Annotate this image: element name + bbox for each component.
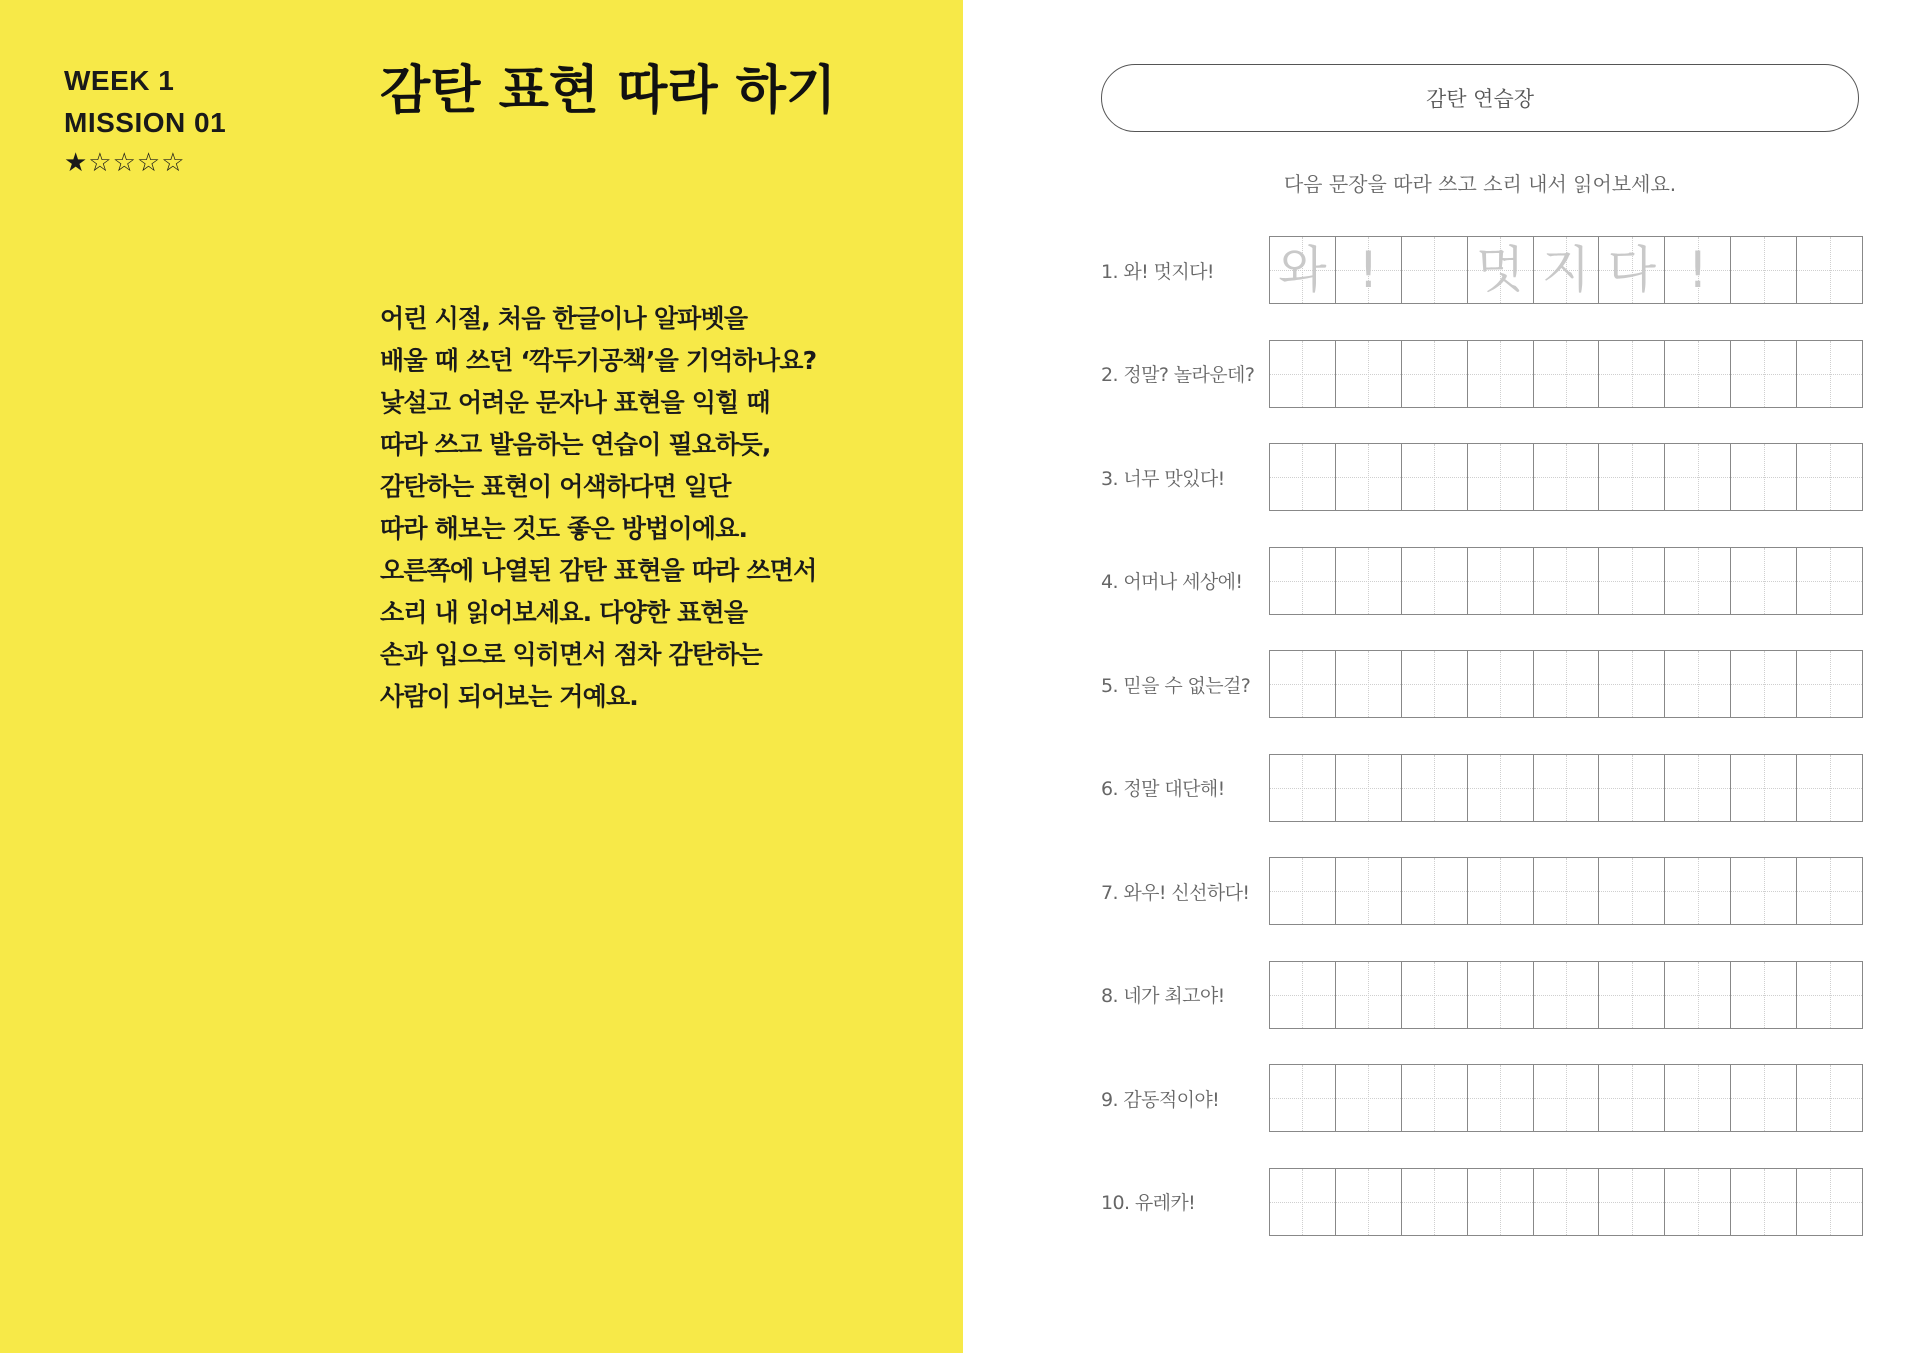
writing-cell[interactable] — [1731, 444, 1797, 510]
writing-cell[interactable] — [1468, 858, 1534, 924]
writing-cell[interactable] — [1665, 755, 1731, 821]
trace-glyph: 와 — [1278, 241, 1327, 299]
writing-cell[interactable] — [1665, 651, 1731, 717]
writing-cell[interactable] — [1731, 651, 1797, 717]
practice-row — [1101, 857, 1861, 925]
difficulty-rating: ★☆☆☆☆ — [64, 148, 186, 178]
practice-row — [1101, 236, 1861, 304]
writing-cell[interactable] — [1599, 858, 1665, 924]
intro-line: 낯설고 어려운 문자나 표현을 익힐 때 — [380, 388, 770, 417]
writing-grid — [1269, 340, 1863, 408]
writing-cell[interactable] — [1534, 755, 1600, 821]
writing-cell[interactable] — [1797, 858, 1863, 924]
writing-cell[interactable] — [1270, 962, 1336, 1028]
right-page — [963, 0, 1920, 1353]
writing-cell[interactable] — [1270, 341, 1336, 407]
practice-row-label: 2. 정말? 놀라운데? — [1101, 364, 1255, 386]
trace-glyph: ! — [1687, 241, 1708, 299]
writing-cell[interactable] — [1731, 755, 1797, 821]
writing-cell[interactable] — [1599, 962, 1665, 1028]
writing-cell[interactable] — [1599, 651, 1665, 717]
writing-cell[interactable] — [1468, 548, 1534, 614]
writing-cell[interactable] — [1402, 341, 1468, 407]
writing-cell[interactable] — [1599, 1169, 1665, 1235]
writing-cell[interactable] — [1468, 341, 1534, 407]
writing-cell[interactable] — [1731, 858, 1797, 924]
writing-cell[interactable] — [1665, 444, 1731, 510]
writing-cell[interactable] — [1534, 444, 1600, 510]
writing-cell[interactable] — [1534, 341, 1600, 407]
intro-line: 따라 해보는 것도 좋은 방법이에요. — [380, 514, 748, 543]
intro-paragraph — [380, 298, 900, 718]
writing-cell[interactable] — [1599, 341, 1665, 407]
writing-cell[interactable] — [1731, 237, 1797, 303]
writing-cell[interactable] — [1336, 1169, 1402, 1235]
writing-cell[interactable] — [1468, 755, 1534, 821]
writing-cell[interactable] — [1468, 237, 1534, 303]
writing-cell[interactable] — [1270, 755, 1336, 821]
writing-grid — [1269, 1168, 1863, 1236]
writing-grid — [1269, 857, 1863, 925]
writing-cell[interactable] — [1336, 962, 1402, 1028]
writing-cell[interactable] — [1336, 1065, 1402, 1131]
writing-cell[interactable] — [1336, 858, 1402, 924]
writing-cell[interactable] — [1534, 858, 1600, 924]
practice-header: 감탄 연습장 — [1101, 64, 1859, 132]
intro-line: 소리 내 읽어보세요. 다양한 표현을 — [380, 598, 748, 627]
writing-cell[interactable] — [1665, 1169, 1731, 1235]
practice-row-label: 7. 와우! 신선하다! — [1101, 881, 1250, 904]
writing-cell[interactable] — [1336, 548, 1402, 614]
writing-cell[interactable] — [1665, 858, 1731, 924]
writing-cell[interactable] — [1665, 962, 1731, 1028]
practice-row — [1101, 961, 1861, 1029]
writing-cell[interactable] — [1665, 1065, 1731, 1131]
writing-grid — [1269, 754, 1863, 822]
trace-glyph: ! — [1358, 241, 1379, 299]
trace-glyph: 지 — [1541, 241, 1591, 299]
practice-row-label: 1. 와! 멋지다! — [1101, 260, 1214, 283]
page-title: 감탄 표현 따라 하기 — [380, 61, 837, 121]
trace-glyph: 다 — [1607, 241, 1657, 299]
practice-row-label: 4. 어머나 세상에! — [1101, 571, 1243, 593]
writing-cell[interactable] — [1402, 237, 1468, 303]
practice-row-label: 9. 감동적이야! — [1101, 1088, 1220, 1111]
writing-cell[interactable] — [1665, 341, 1731, 407]
writing-grid — [1269, 650, 1863, 718]
writing-cell[interactable] — [1402, 444, 1468, 510]
practice-row — [1101, 443, 1861, 511]
practice-row-label: 3. 너무 맛있다! — [1101, 467, 1225, 490]
writing-cell[interactable] — [1270, 444, 1336, 510]
intro-line: 감탄하는 표현이 어색하다면 일단 — [380, 472, 731, 501]
writing-cell[interactable] — [1534, 962, 1600, 1028]
writing-cell[interactable] — [1797, 962, 1863, 1028]
writing-grid — [1269, 443, 1863, 511]
intro-line: 사람이 되어보는 거예요. — [380, 682, 639, 711]
writing-cell[interactable] — [1270, 1169, 1336, 1235]
writing-cell[interactable] — [1534, 1169, 1600, 1235]
writing-cell[interactable] — [1402, 548, 1468, 614]
mission-heading — [64, 60, 226, 144]
writing-cell[interactable] — [1731, 341, 1797, 407]
writing-cell[interactable] — [1402, 1065, 1468, 1131]
writing-cell[interactable] — [1270, 651, 1336, 717]
trace-glyph: 멋 — [1475, 241, 1525, 299]
writing-cell[interactable] — [1797, 341, 1863, 407]
writing-cell[interactable] — [1731, 1169, 1797, 1235]
week-label: WEEK 1 — [64, 65, 175, 96]
writing-cell[interactable] — [1336, 341, 1402, 407]
writing-cell[interactable] — [1336, 237, 1402, 303]
writing-grid — [1269, 961, 1863, 1029]
instruction-text: 다음 문장을 따라 쓰고 소리 내서 읽어보세요. — [1283, 172, 1677, 196]
writing-cell[interactable] — [1402, 962, 1468, 1028]
writing-cell[interactable] — [1797, 1169, 1863, 1235]
writing-cell[interactable] — [1797, 1065, 1863, 1131]
writing-cell[interactable] — [1534, 651, 1600, 717]
mission-label: MISSION 01 — [64, 107, 227, 138]
writing-cell[interactable] — [1797, 651, 1863, 717]
writing-cell[interactable] — [1336, 755, 1402, 821]
writing-cell[interactable] — [1402, 651, 1468, 717]
writing-cell[interactable] — [1797, 755, 1863, 821]
writing-cell[interactable] — [1731, 962, 1797, 1028]
writing-cell[interactable] — [1534, 1065, 1600, 1131]
writing-cell[interactable] — [1599, 755, 1665, 821]
writing-cell[interactable] — [1468, 444, 1534, 510]
practice-row-label: 8. 네가 최고야! — [1101, 985, 1225, 1007]
practice-row — [1101, 1168, 1861, 1236]
intro-line: 손과 입으로 익히면서 점차 감탄하는 — [380, 640, 762, 669]
writing-cell[interactable] — [1270, 1065, 1336, 1131]
writing-cell[interactable] — [1270, 858, 1336, 924]
writing-cell[interactable] — [1534, 548, 1600, 614]
intro-line: 따라 쓰고 발음하는 연습이 필요하듯, — [380, 430, 771, 459]
practice-row — [1101, 1064, 1861, 1132]
intro-line: 어린 시절, 처음 한글이나 알파벳을 — [380, 304, 748, 333]
writing-cell[interactable] — [1336, 444, 1402, 510]
writing-cell[interactable] — [1665, 548, 1731, 614]
writing-cell[interactable] — [1599, 237, 1665, 303]
writing-cell[interactable] — [1468, 962, 1534, 1028]
writing-cell[interactable] — [1336, 651, 1402, 717]
practice-row — [1101, 650, 1861, 718]
intro-line: 배울 때 쓰던 ‘깍두기공책’을 기억하나요? — [380, 346, 817, 375]
writing-cell[interactable] — [1731, 1065, 1797, 1131]
writing-cell[interactable] — [1402, 755, 1468, 821]
writing-grid — [1269, 1064, 1863, 1132]
writing-grid — [1269, 547, 1863, 615]
practice-row-label: 6. 정말 대단해! — [1101, 778, 1225, 800]
practice-row-label: 5. 믿을 수 없는걸? — [1101, 674, 1251, 697]
writing-cell[interactable] — [1468, 1169, 1534, 1235]
practice-row — [1101, 340, 1861, 408]
writing-cell[interactable] — [1599, 1065, 1665, 1131]
intro-line: 오른쪽에 나열된 감탄 표현을 따라 쓰면서 — [380, 556, 817, 585]
practice-row — [1101, 754, 1861, 822]
writing-cell[interactable] — [1797, 237, 1863, 303]
writing-cell[interactable] — [1270, 548, 1336, 614]
writing-cell[interactable] — [1468, 651, 1534, 717]
practice-row-label: 10. 유레카! — [1101, 1192, 1196, 1214]
writing-cell[interactable] — [1599, 548, 1665, 614]
writing-cell[interactable] — [1665, 237, 1731, 303]
writing-cell[interactable] — [1599, 444, 1665, 510]
writing-cell[interactable] — [1797, 444, 1863, 510]
writing-cell[interactable] — [1731, 548, 1797, 614]
writing-cell[interactable] — [1534, 237, 1600, 303]
writing-grid — [1269, 236, 1863, 304]
writing-cell[interactable] — [1402, 858, 1468, 924]
practice-row — [1101, 547, 1861, 615]
writing-cell[interactable] — [1468, 1065, 1534, 1131]
writing-cell[interactable] — [1797, 548, 1863, 614]
writing-cell[interactable] — [1270, 237, 1336, 303]
writing-cell[interactable] — [1402, 1169, 1468, 1235]
